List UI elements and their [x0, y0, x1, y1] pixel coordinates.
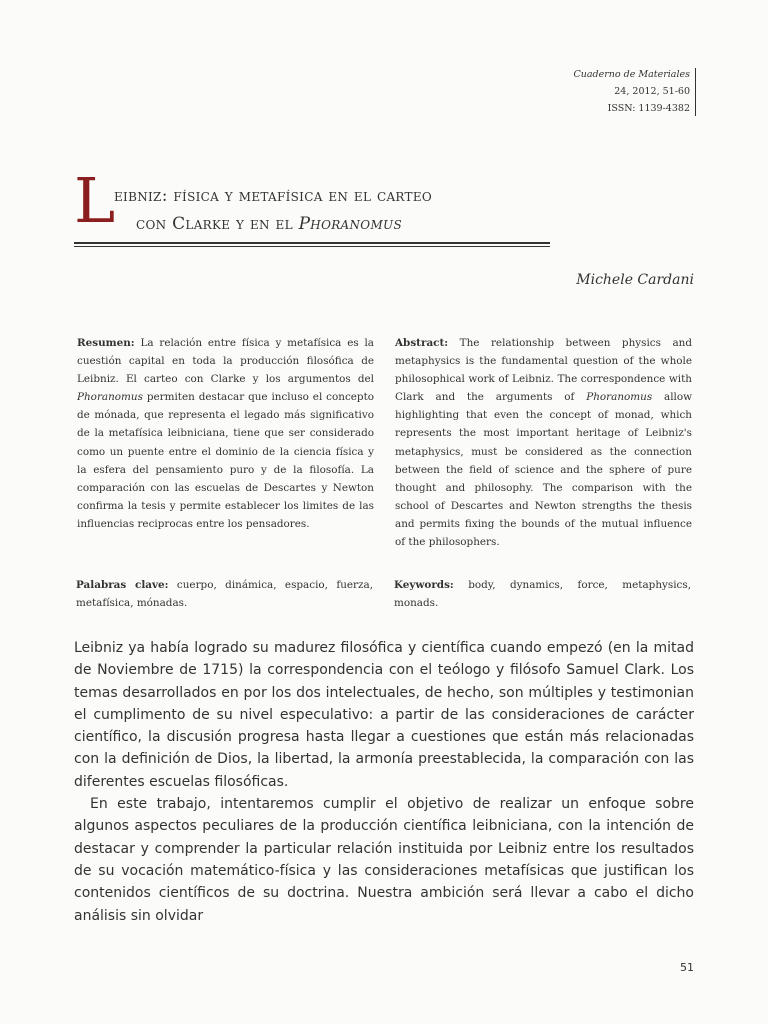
title-dropcap: L	[74, 164, 116, 237]
abstract-english	[395, 334, 692, 551]
journal-issn: ISSN: 1139-4382	[607, 103, 690, 114]
keywords-english	[394, 576, 691, 613]
abstract-spanish-label: Resumen:	[77, 337, 135, 349]
journal-info	[450, 66, 696, 117]
page-number: 51	[680, 961, 694, 974]
keywords-english-label: Keywords:	[394, 579, 454, 591]
article-title	[74, 164, 550, 250]
title-line-2-prefix: con Clarke y en el	[136, 214, 299, 234]
author-name: Michele Cardani	[576, 272, 694, 288]
title-rule-thin	[74, 246, 550, 247]
abstract-english-italic: Phoranomus	[586, 391, 653, 404]
abstract-spanish-italic: Phoranomus	[77, 391, 143, 404]
journal-name: Cuaderno de Materiales	[573, 69, 690, 80]
body-paragraph-1: Leibniz ya había logrado su madurez filosófica y científica cuando empezó (en la mitad de Noviembre de 1715) la correspondencia con el teólogo y filósofo Samuel Clark. Los temas desarrollados en por los dos intelectuales, de hecho, son múltiples y testimonian el cumplimento de su nivel especulativo: a partir de las consideraciones de carácter científico, la discusión progresa hasta llegar a cuestiones que están más relacionadas con la definición de Dios, la libertad, la armonía preestablecida, la comparación con las diferentes escuelas filosóficas.	[74, 640, 694, 790]
abstract-spanish	[77, 334, 374, 533]
keywords-spanish	[76, 576, 373, 613]
journal-issue: 24, 2012, 51-60	[614, 86, 690, 97]
abstract-spanish-text-2: permiten destacar que incluso el concepto de mónada, que representa el legado más significativo de la metafísica leibniciana, tiene que ser considerado como un puente entre el dominio de la ciencia física y la esfera del pensamiento puro y de la filosofía. La comparación con las escuelas de Descartes y Newton confirma la tesis y permite establecer los limites de las influencias reciprocas entre los pensadores.	[77, 391, 374, 530]
body-paragraph-2: En este trabajo, intentaremos cumplir el objetivo de realizar un enfoque sobre algunos aspectos peculiares de la producción científica leibniciana, con la intención de destacar y comprender la particular relación instituida por Leibniz entre los resultados de su vocación matemático-física y las consideraciones metafísicas que justifican los contenidos científicos de su doctrina. Nuestra ambición será llevar a cabo el dicho análisis sin olvidar	[74, 796, 694, 924]
abstract-spanish-text-1: La relación entre física y metafísica es la cuestión capital en toda la producción filosófica de Leibniz. El carteo con Clarke y los argumentos del	[77, 337, 374, 386]
journal-rule	[695, 68, 696, 116]
keywords-english-text: body, dynamics, force, metaphysics, monads.	[394, 579, 691, 610]
body-text	[74, 637, 694, 927]
abstract-english-label: Abstract:	[395, 337, 449, 349]
abstract-english-text-1: The relationship between physics and metaphysics is the fundamental question of the whole philosophical work of Leibniz. The correspondence with Clark and the arguments of	[395, 337, 692, 404]
title-line-2	[136, 214, 402, 234]
title-line-1: eibniz: física y metafísica en el carteo	[114, 186, 433, 206]
abstract-english-text-2: allow highlighting that even the concept of monad, which represents the most important heritage of Leibniz's metaphysics, must be considered as the connection between the field of science and the sphere of pure thought and philosophy. The comparison with the school of Descartes and Newton strengths the thesis and permits fixing the bounds of the mutual influence of the philosophers.	[395, 391, 692, 549]
title-line-2-italic: Phoranomus	[298, 214, 402, 234]
keywords-spanish-label: Palabras clave:	[76, 579, 169, 591]
keywords-spanish-text: cuerpo, dinámica, espacio, fuerza, metafísica, mónadas.	[76, 579, 373, 610]
title-rule-thick	[74, 242, 550, 244]
